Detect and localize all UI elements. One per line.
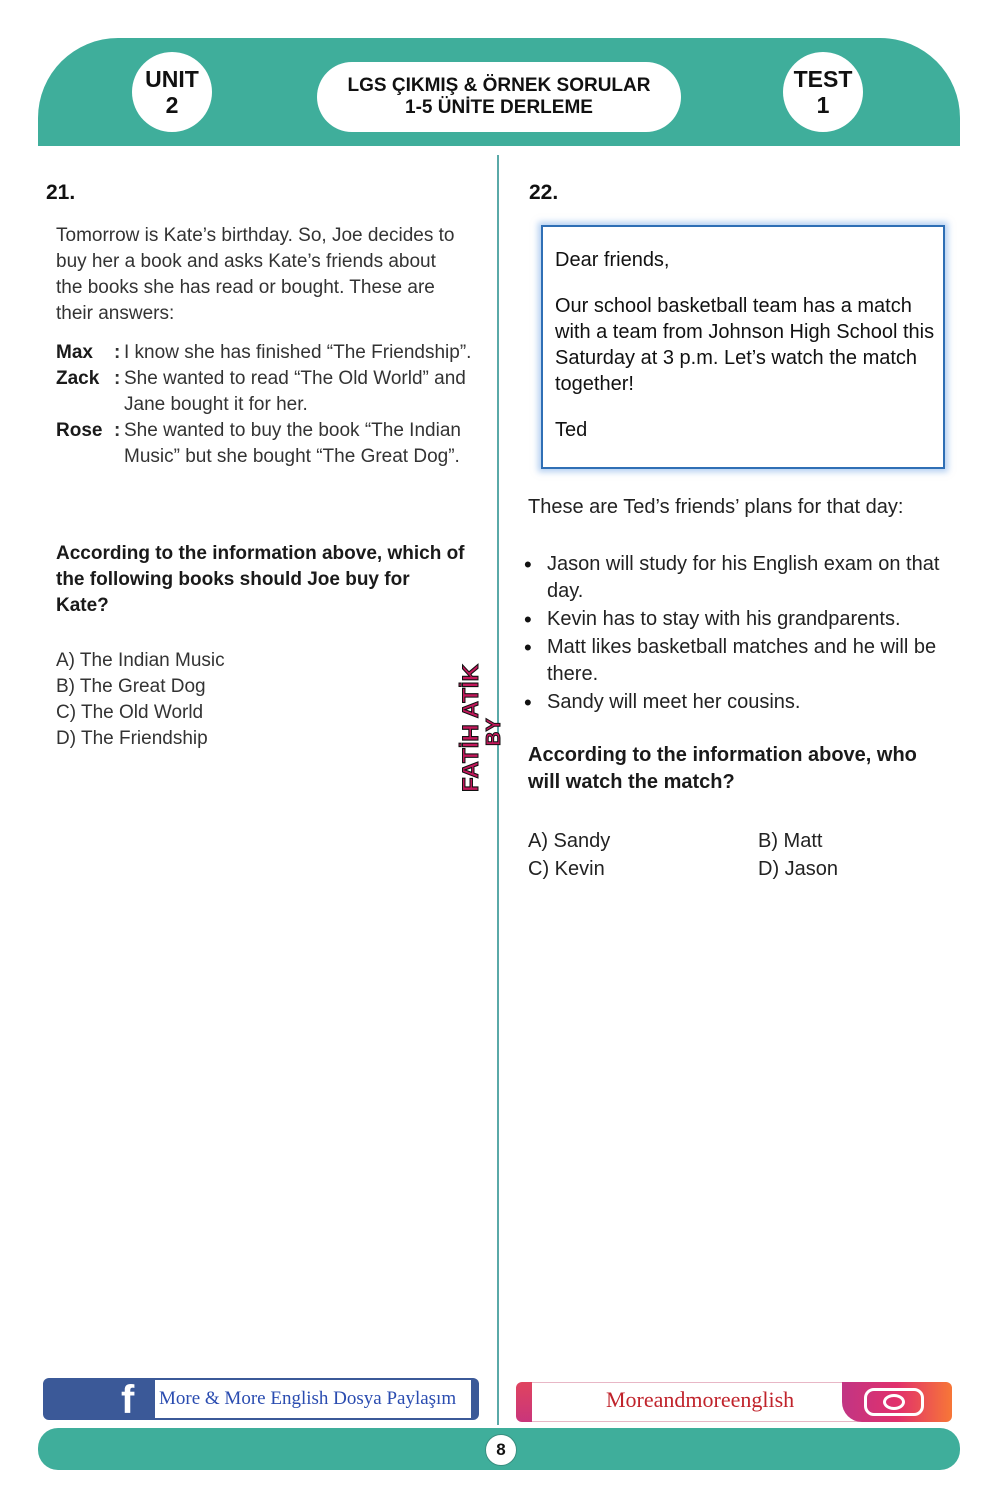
plan-item: • Matt likes basketball matches and he will be there. — [524, 634, 944, 688]
q22-question: According to the information above, who will watch the match? — [528, 744, 917, 793]
q22-option-d[interactable]: D) Jason — [758, 858, 839, 880]
instagram-link[interactable] — [516, 1382, 952, 1422]
answer-text: She wanted to buy the book “The Indian Music” but she bought “The Great Dog”. — [124, 420, 461, 467]
plan-item: • Jason will study for his English exam on that day. — [524, 551, 944, 605]
facebook-link[interactable] — [43, 1378, 479, 1420]
q21-answer-rose: Rose : She wanted to buy the book “The Indian Music” but she bought “The Great Dog”. — [56, 418, 476, 470]
plan-item: • Sandy will meet her cousins. — [524, 689, 944, 716]
page-number: 8 — [485, 1434, 517, 1466]
facebook-text: More & More English Dosya Paylaşım — [159, 1388, 457, 1409]
letter-signature: Ted — [555, 419, 588, 441]
q21-intro: Tomorrow is Kate’s birthday. So, Joe decides to buy her a book and asks Kate’s friends about the books she has read or bought. These are their answers: — [56, 225, 455, 324]
unit-number: 2 — [165, 92, 179, 118]
q22-option-b[interactable]: B) Matt — [758, 830, 823, 852]
unit-label: UNIT — [145, 66, 199, 92]
answer-text: I know she has finished “The Friendship”. — [124, 342, 472, 363]
title-line-1: LGS ÇIKMIŞ & ÖRNEK SORULAR — [347, 75, 651, 96]
instagram-text: Moreandmoreenglish — [606, 1387, 795, 1412]
q22-option-a[interactable]: A) Sandy — [528, 830, 611, 852]
q22-plans-list — [524, 551, 944, 717]
answer-text: She wanted to read “The Old World” and Jane bought it for her. — [124, 368, 466, 415]
test-badge — [783, 52, 863, 132]
facebook-icon: f — [121, 1378, 135, 1422]
q22-number: 22. — [529, 181, 559, 204]
q22-option-c[interactable]: C) Kevin — [528, 858, 605, 880]
letter-greeting: Dear friends, — [555, 249, 670, 271]
q21-answers — [56, 340, 476, 470]
answer-name: Max — [56, 342, 93, 363]
answer-name: Rose — [56, 420, 103, 441]
plan-item: • Kevin has to stay with his grandparents. — [524, 606, 944, 633]
q21-option-b[interactable]: B) The Great Dog — [56, 676, 206, 697]
instagram-icon — [864, 1388, 924, 1416]
page-title — [317, 62, 681, 132]
watermark-by: BY — [483, 718, 505, 746]
invitation-letter — [541, 225, 945, 469]
q21-number: 21. — [46, 181, 76, 204]
q21-option-c[interactable]: C) The Old World — [56, 702, 204, 723]
test-number: 1 — [816, 92, 830, 118]
q22-options — [528, 827, 948, 883]
letter-body: Our school basketball team has a match with a team from Johnson High School this Saturday at 3 p.m. Let’s watch the match together! — [555, 295, 935, 395]
watermark-signature — [458, 660, 518, 792]
q21-answer-zack: Zack : She wanted to read “The Old World” and Jane bought it for her. — [56, 366, 476, 418]
test-label: TEST — [793, 66, 853, 92]
answer-name: Zack — [56, 368, 100, 389]
q21-option-a[interactable]: A) The Indian Music — [56, 650, 225, 671]
q21-option-d[interactable]: D) The Friendship — [56, 728, 208, 749]
title-line-2: 1-5 ÜNİTE DERLEME — [405, 97, 593, 118]
q21-answer-max: Max : I know she has finished “The Friendship”. — [56, 340, 476, 366]
unit-badge — [132, 52, 212, 132]
q21-question: According to the information above, which of the following books should Joe buy for Kate? — [56, 543, 465, 616]
q22-plans-intro: These are Ted’s friends’ plans for that day: — [528, 496, 904, 518]
watermark-name: FATİH ATİK — [458, 675, 483, 792]
q21-options — [56, 648, 225, 752]
